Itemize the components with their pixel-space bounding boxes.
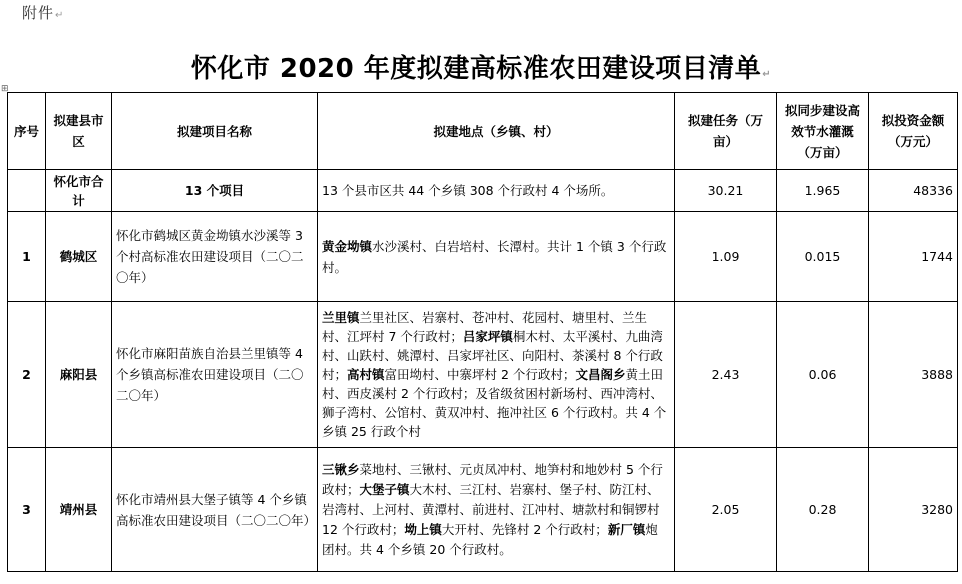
total-location: 13 个县市区共 44 个乡镇 308 个行政村 4 个场所。: [318, 170, 675, 212]
row-project-name: 怀化市靖州县大堡子镇等 4 个乡镇高标准农田建设项目（二〇二〇年）: [112, 448, 318, 572]
village-list: 富田坳村、中寨坪村 2 个行政村；: [384, 367, 576, 382]
village-list: 兰里社区、岩寨村、苍冲村、花园村、塘里村、兰生村、江坪村 7 个行政村；: [322, 310, 648, 344]
village-list: 大开村、先锋村 2 个行政村；: [441, 521, 608, 537]
village-list: 炮团村。共 4 个乡镇 20 个行政村。: [322, 521, 658, 557]
town-name: 坳上镇: [404, 521, 442, 537]
row-location: [318, 212, 675, 302]
row-no: 1: [8, 212, 46, 302]
header-row: [8, 93, 958, 170]
project-table: [7, 92, 958, 572]
header-county: 拟建县市区: [46, 93, 112, 170]
table-row: [8, 448, 958, 572]
total-no: [8, 170, 46, 212]
town-name: 兰里镇: [322, 310, 360, 325]
total-irrigation: 1.965: [777, 170, 869, 212]
attachment-label: 附件↵: [22, 4, 65, 22]
row-location: [318, 448, 675, 572]
total-county: 怀化市合计: [46, 170, 112, 212]
header-no: 序号: [8, 93, 46, 170]
row-irrigation: 0.06: [777, 302, 869, 448]
total-task: 30.21: [675, 170, 777, 212]
table-anchor-icon: ⊞: [1, 84, 9, 94]
header-task: 拟建任务（万亩）: [675, 93, 777, 170]
town-name: 吕家坪镇: [462, 329, 513, 344]
village-list: 桐木村、太平溪村、九曲湾村、山趺村、姚潭村、吕家坪社区、向阳村、茶溪村 8 个行政村；: [322, 329, 663, 382]
row-no: 2: [8, 302, 46, 448]
header-location: 拟建地点（乡镇、村）: [318, 93, 675, 170]
header-investment: 拟投资金额（万元）: [869, 93, 958, 170]
row-task: 2.43: [675, 302, 777, 448]
town-name: 三锹乡: [322, 461, 360, 477]
town-name: 黄金坳镇: [322, 238, 373, 254]
row-county: 麻阳县: [46, 302, 112, 448]
row-task: 2.05: [675, 448, 777, 572]
header-name: 拟建项目名称: [112, 93, 318, 170]
town-name: 新厂镇: [607, 521, 646, 537]
total-name: 13 个项目: [112, 170, 318, 212]
village-list: 大木村、三江村、岩寨村、堡子村、防江村、岩湾村、上河村、黄潭村、前进村、江冲村、塘款村和铜锣村 12 个行政村；: [322, 481, 660, 537]
row-county: 靖州县: [46, 448, 112, 572]
row-investment: 3280: [869, 448, 958, 572]
village-list: 黄土田村、西皮溪村 2 个行政村；及省级贫困村新场村、西冲湾村、狮子湾村、公馆村、黄双冲村、拖冲社区 6 个行政村。共 4 个乡镇 25 行政个村: [322, 367, 667, 439]
row-irrigation: 0.015: [777, 212, 869, 302]
row-location: [318, 302, 675, 448]
row-investment: 1744: [869, 212, 958, 302]
town-name: 大堡子镇: [359, 481, 410, 497]
row-no: 3: [8, 448, 46, 572]
total-row: [8, 170, 958, 212]
town-name: 文昌阁乡: [575, 367, 626, 382]
total-investment: 48336: [869, 170, 958, 212]
row-task: 1.09: [675, 212, 777, 302]
row-county: 鹤城区: [46, 212, 112, 302]
table-row: [8, 212, 958, 302]
row-irrigation: 0.28: [777, 448, 869, 572]
row-investment: 3888: [869, 302, 958, 448]
header-irrigation: 拟同步建设高效节水灌溉（万亩）: [777, 93, 869, 170]
town-name: 高村镇: [347, 367, 385, 382]
row-project-name: 怀化市鹤城区黄金坳镇水沙溪等 3 个村高标准农田建设项目（二〇二〇年）: [112, 212, 318, 302]
row-project-name: 怀化市麻阳苗族自治县兰里镇等 4 个乡镇高标准农田建设项目（二〇二〇年）: [112, 302, 318, 448]
village-list: 水沙溪村、白岩培村、长潭村。共计 1 个镇 3 个行政村。: [322, 238, 667, 275]
table-row: [8, 302, 958, 448]
page-title: 怀化市 2020 年度拟建高标准农田建设项目清单↵: [190, 54, 772, 84]
village-list: 菜地村、三锹村、元贞凤冲村、地笋村和地妙村 5 个行政村；: [322, 461, 663, 497]
